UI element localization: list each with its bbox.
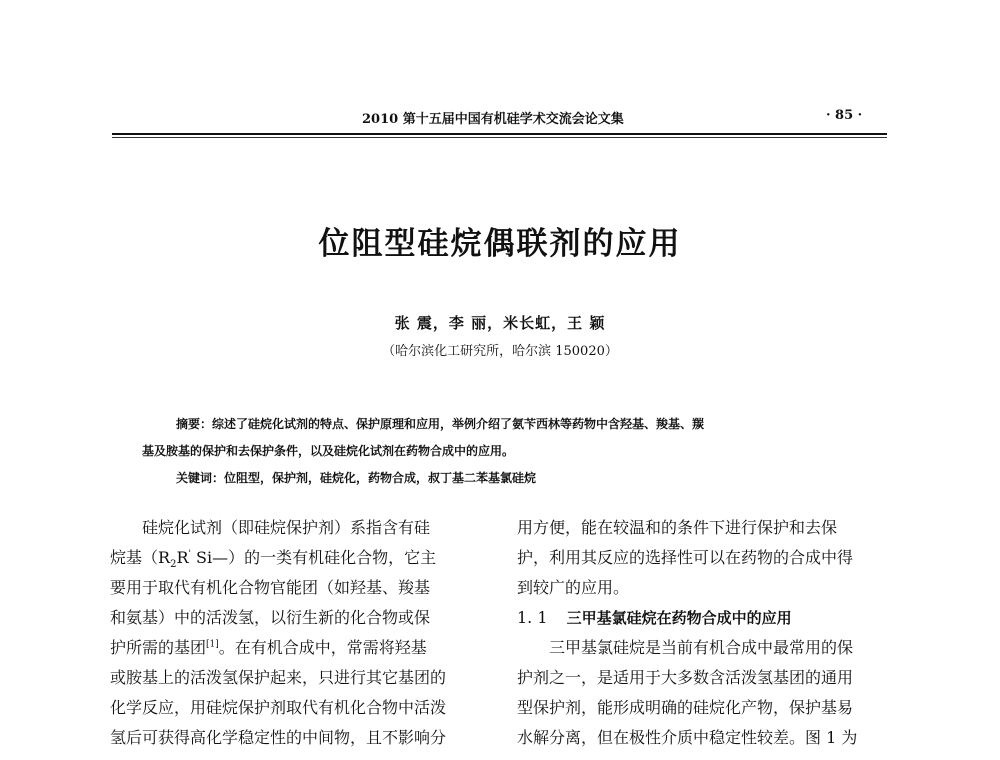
- left-line-6: 或胺基上的活泼氢保护起来，只进行其它基团的: [110, 668, 447, 687]
- left-line-8: 氢后可获得高化学稳定性的中间物，且不影响分: [110, 728, 447, 747]
- paper-affiliation: （哈尔滨化工研究所，哈尔滨 150020）: [382, 344, 618, 359]
- right-line-7: 水解分离，但在极性介质中稳定性较差。图 1 为: [517, 728, 858, 747]
- abstract-text-1: 综述了硅烷化试剂的特点、保护原理和应用，举例介绍了氨苄西林等药物中含羟基、羧基、羰: [212, 417, 705, 431]
- header-rule-thin: [112, 137, 887, 138]
- section-title: 三甲基氯硅烷在药物合成中的应用: [566, 609, 792, 627]
- left-line-2: 烷基（$R_2R'$ Si—）的一类有机硅化合物，它主: [110, 548, 437, 571]
- paper-authors: 张 震，李 丽，米长虹，王 颖: [394, 314, 606, 332]
- keywords-line: [176, 469, 536, 486]
- reference-marker: [1]: [206, 639, 219, 650]
- left-line-3: 要用于取代有机化合物官能团（如羟基、羧基: [110, 578, 431, 597]
- right-line-3: 到较广的应用。: [517, 578, 630, 597]
- running-header-title: 2010 第十五届中国有机硅学术交流会论文集: [362, 112, 624, 127]
- right-line-6: 型保护剂，能形成明确的硅烷化产物，保护基易: [517, 698, 854, 717]
- section-heading: [517, 610, 792, 626]
- abstract-label: 摘要：: [176, 417, 213, 431]
- abstract-line-1: [176, 415, 704, 432]
- right-line-4: 三甲基氯硅烷是当前有机合成中最常用的保: [549, 638, 854, 657]
- page-number: · 85 ·: [826, 108, 863, 123]
- left-line-4: 和氨基）中的活泼氢，以衍生新的化合物或保: [110, 608, 431, 627]
- left-line-1: 硅烷化试剂（即硅烷保护剂）系指含有硅: [142, 518, 431, 537]
- keywords-label: 关键词：: [176, 471, 225, 485]
- right-line-1: 用方便，能在较温和的条件下进行保护和去保: [517, 518, 838, 537]
- section-number: 1. 1: [517, 608, 548, 627]
- header-rule-thick: [112, 133, 887, 135]
- left-line-7: 化学反应，用硅烷保护剂取代有机化合物中活泼: [110, 698, 447, 717]
- abstract-line-2: 基及胺基的保护和去保护条件，以及硅烷化试剂在药物合成中的应用。: [142, 444, 515, 458]
- right-line-5: 护剂之一，是适用于大多数含活泼氢基团的通用: [517, 668, 854, 687]
- paper-title: 位阻型硅烷偶联剂的应用: [318, 226, 682, 262]
- left-line-5: 护所需的基团[1]。在有机合成中，常需将羟基: [110, 638, 427, 657]
- keywords-text: 位阻型，保护剂，硅烷化，药物合成，叔丁基二苯基氯硅烷: [224, 471, 537, 485]
- right-line-2: 护，利用其反应的选择性可以在药物的合成中得: [517, 548, 854, 567]
